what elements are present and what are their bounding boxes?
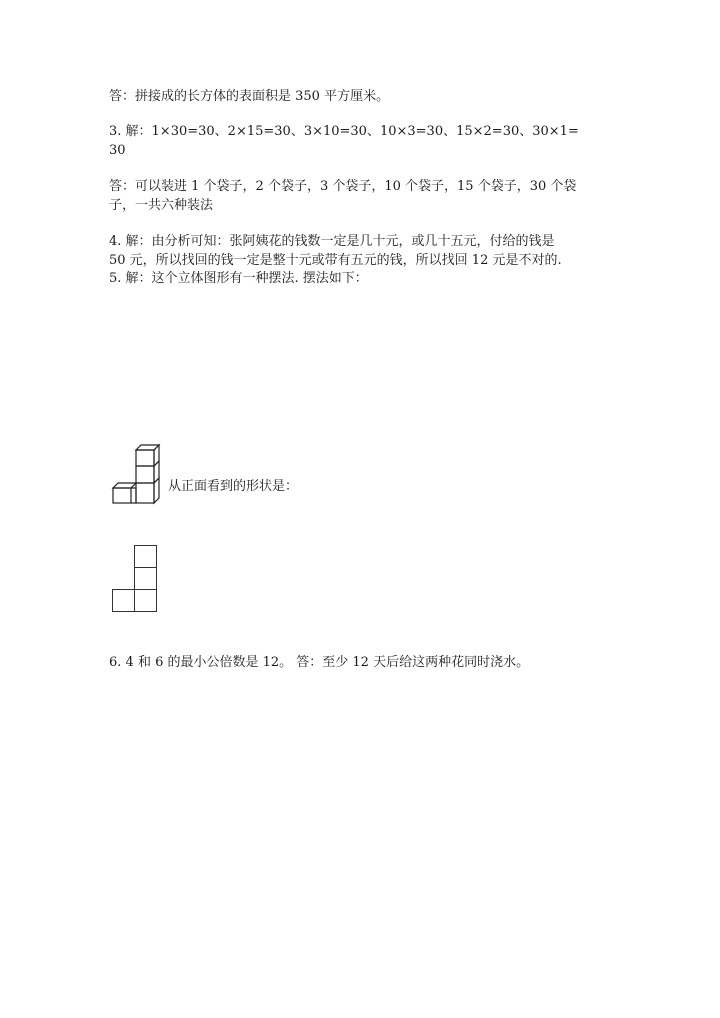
q3-solution-line-1: 3. 解：1×30=30、2×15=30、3×10=30、10×3=30、15×2=30、30×1=: [109, 124, 579, 139]
q3-answer-line-2: 子，一共六种装法: [109, 198, 214, 213]
q4-solution-line-2: 50 元，所以找回的钱一定是整十元或带有五元的钱，所以找回 12 元是不对的.: [109, 253, 562, 268]
cube-arrangement-figure: [110, 441, 166, 511]
q3-answer-line-1: 答：可以装进 1 个袋子，2 个袋子，3 个袋子，10 个袋子，15 个袋子，30 个袋: [109, 179, 577, 194]
front-view-figure: [111, 545, 159, 613]
q4-solution-line-1: 4. 解：由分析可知：张阿姨花的钱数一定是几十元，或几十五元，付给的钱是: [109, 234, 555, 249]
answer-surface-area: 答：拼接成的长方体的表面积是 350 平方厘米。: [109, 89, 390, 104]
q3-solution-line-2: 30: [109, 143, 126, 158]
q6-solution-line-1: 6. 4 和 6 的最小公倍数是 12。 答：至少 12 天后给这两种花同时浇水。: [109, 655, 530, 670]
q5-solution-line-1: 5. 解：这个立体图形有一种摆法. 摆法如下：: [109, 271, 368, 286]
front-view-label: 从正面看到的形状是：: [168, 479, 299, 494]
